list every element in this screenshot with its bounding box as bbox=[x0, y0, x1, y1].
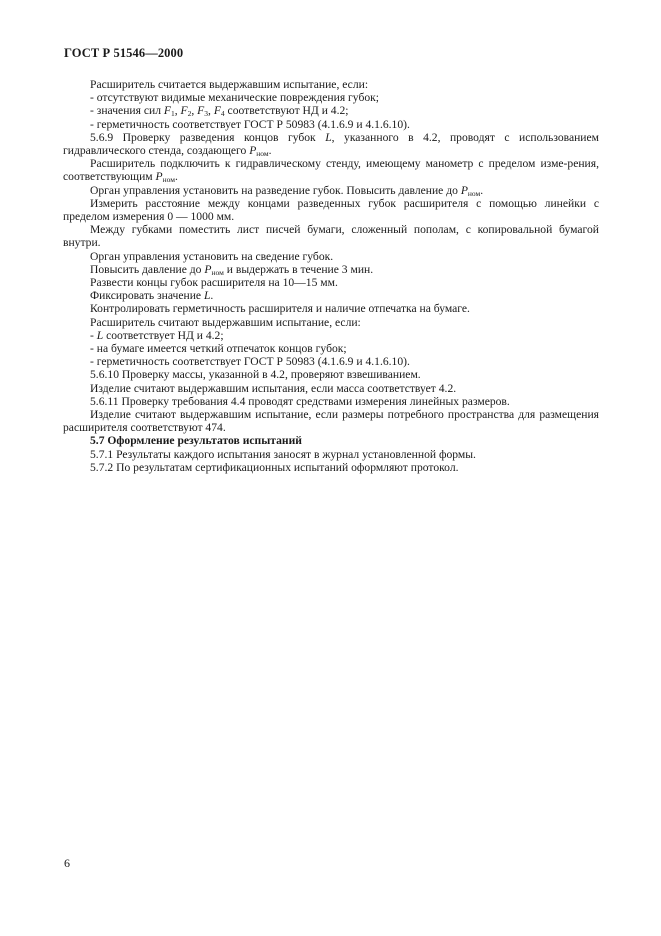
text-segment: , bbox=[174, 104, 181, 118]
subscript: 4 bbox=[220, 109, 225, 119]
text-segment: Расширитель подключить к гидравлическому стенду, имеющему манометр с пределом изме-рения, соответствующим bbox=[63, 157, 599, 184]
paragraph-paper-sheet: Между губками поместить лист писчей бумаги, сложенный пополам, с копировальной бумагой внутри. bbox=[63, 223, 599, 250]
text-segment: , указанного в 4.2, проводят с использованием гидравлического стенда, создающего bbox=[63, 130, 599, 158]
paragraph-5-6-10: 5.6.10 Проверку массы, указанной в 4.2, проверяют взвешиванием. bbox=[90, 368, 421, 382]
text-segment: Орган управления установить на разведение губок. Повысить давление до bbox=[90, 183, 461, 197]
paragraph-5-7-2: 5.7.2 По результатам сертификационных испытаний оформляют протокол. bbox=[90, 460, 459, 474]
text-segment: Фиксировать значение bbox=[90, 289, 204, 303]
symbol-f: F bbox=[197, 104, 205, 118]
paragraph-open-jaws bbox=[63, 184, 599, 197]
text-segment: Повысить давление до bbox=[90, 262, 205, 276]
text-segment: . bbox=[210, 289, 214, 303]
paragraph-connect-stand bbox=[63, 157, 599, 183]
paragraph-close-jaws: Орган управления установить на сведение губок. bbox=[90, 249, 334, 263]
paragraph-no-damage: - отсутствуют видимые механические повреждения губок; bbox=[90, 91, 380, 105]
section-heading-5-7: 5.7 Оформление результатов испытаний bbox=[90, 434, 302, 448]
subscript: 1 bbox=[170, 109, 175, 119]
text-segment: - bbox=[90, 328, 97, 342]
document-body bbox=[63, 78, 599, 474]
symbol-p: P bbox=[460, 183, 468, 197]
subscript-nom: ном bbox=[211, 267, 224, 277]
text-segment: . bbox=[480, 183, 484, 197]
document-header: ГОСТ Р 51546—2000 bbox=[64, 46, 184, 60]
paragraph-conditions-intro: Расширитель считается выдержавшим испытание, если: bbox=[90, 78, 369, 91]
paragraph-tightness: - герметичность соответствует ГОСТ Р 50983 (4.1.6.9 и 4.1.6.10). bbox=[90, 117, 410, 131]
subscript-nom: ном bbox=[467, 188, 481, 198]
text-segment: . bbox=[175, 170, 178, 184]
page-number: 6 bbox=[64, 856, 70, 870]
text-segment: и выдержать в течение 3 мин. bbox=[223, 262, 374, 276]
text-segment: , bbox=[208, 104, 214, 118]
symbol-p: P bbox=[204, 262, 212, 276]
symbol-l: L bbox=[203, 289, 211, 303]
paragraph-check-tightness: Контролировать герметичность расширителя и наличие отпечатка на бумаге. bbox=[90, 302, 470, 316]
symbol-f: F bbox=[163, 104, 171, 118]
paragraph-record-l bbox=[63, 289, 599, 302]
text-segment: , bbox=[191, 104, 198, 118]
paragraph-5-7-1: 5.7.1 Результаты каждого испытания заносят в журнал установленной формы. bbox=[90, 447, 476, 461]
paragraph-spread-ends: Развести концы губок расширителя на 10—15 мм. bbox=[90, 276, 338, 290]
paragraph-l-conforms bbox=[63, 329, 599, 342]
text-segment: 5.6.9 Проверку разведения концов губок bbox=[90, 130, 326, 144]
paragraph-mass-ok: Изделие считают выдержавшим испытания, если масса соответствует 4.2. bbox=[90, 381, 457, 395]
paragraph-5-6-9 bbox=[63, 131, 599, 157]
paragraph-5-6-11: 5.6.11 Проверку требования 4.4 проводят средствами измерения линейных размеров. bbox=[90, 394, 510, 408]
symbol-f: F bbox=[180, 104, 188, 118]
paragraph-raise-pressure bbox=[63, 263, 599, 276]
subscript-nom: ном bbox=[256, 149, 269, 159]
symbol-p: P bbox=[249, 144, 257, 158]
paragraph-size-ok: Изделие считают выдержавшим испытание, если размеры потребного пространства для размещения расширителя соответствуют 474. bbox=[63, 408, 599, 435]
symbol-p: P bbox=[155, 170, 163, 184]
symbol-l: L bbox=[325, 130, 332, 144]
subscript-nom: ном bbox=[162, 175, 175, 185]
text-segment: соответствует НД и 4.2; bbox=[103, 328, 224, 342]
paragraph-imprint: - на бумаге имеется четкий отпечаток концов губок; bbox=[90, 342, 347, 356]
text-segment: . bbox=[268, 144, 272, 158]
subscript: 3 bbox=[204, 109, 209, 119]
text-segment: соответствуют НД и 4.2; bbox=[224, 104, 349, 118]
paragraph-passed-if: Расширитель считают выдержавшим испытание, если: bbox=[90, 315, 361, 329]
subscript: 2 bbox=[187, 109, 192, 119]
paragraph-measure-distance: Измерить расстояние между концами разведенных губок расширителя с помощью линейки с пределом измерения 0 — 1000 мм. bbox=[63, 196, 599, 224]
symbol-f: F bbox=[213, 104, 221, 118]
text-segment: - значения сил bbox=[90, 104, 164, 118]
paragraph-forces bbox=[63, 104, 599, 117]
symbol-l: L bbox=[96, 328, 104, 342]
paragraph-tightness-2: - герметичность соответствует ГОСТ Р 50983 (4.1.6.9 и 4.1.6.10). bbox=[90, 355, 410, 369]
